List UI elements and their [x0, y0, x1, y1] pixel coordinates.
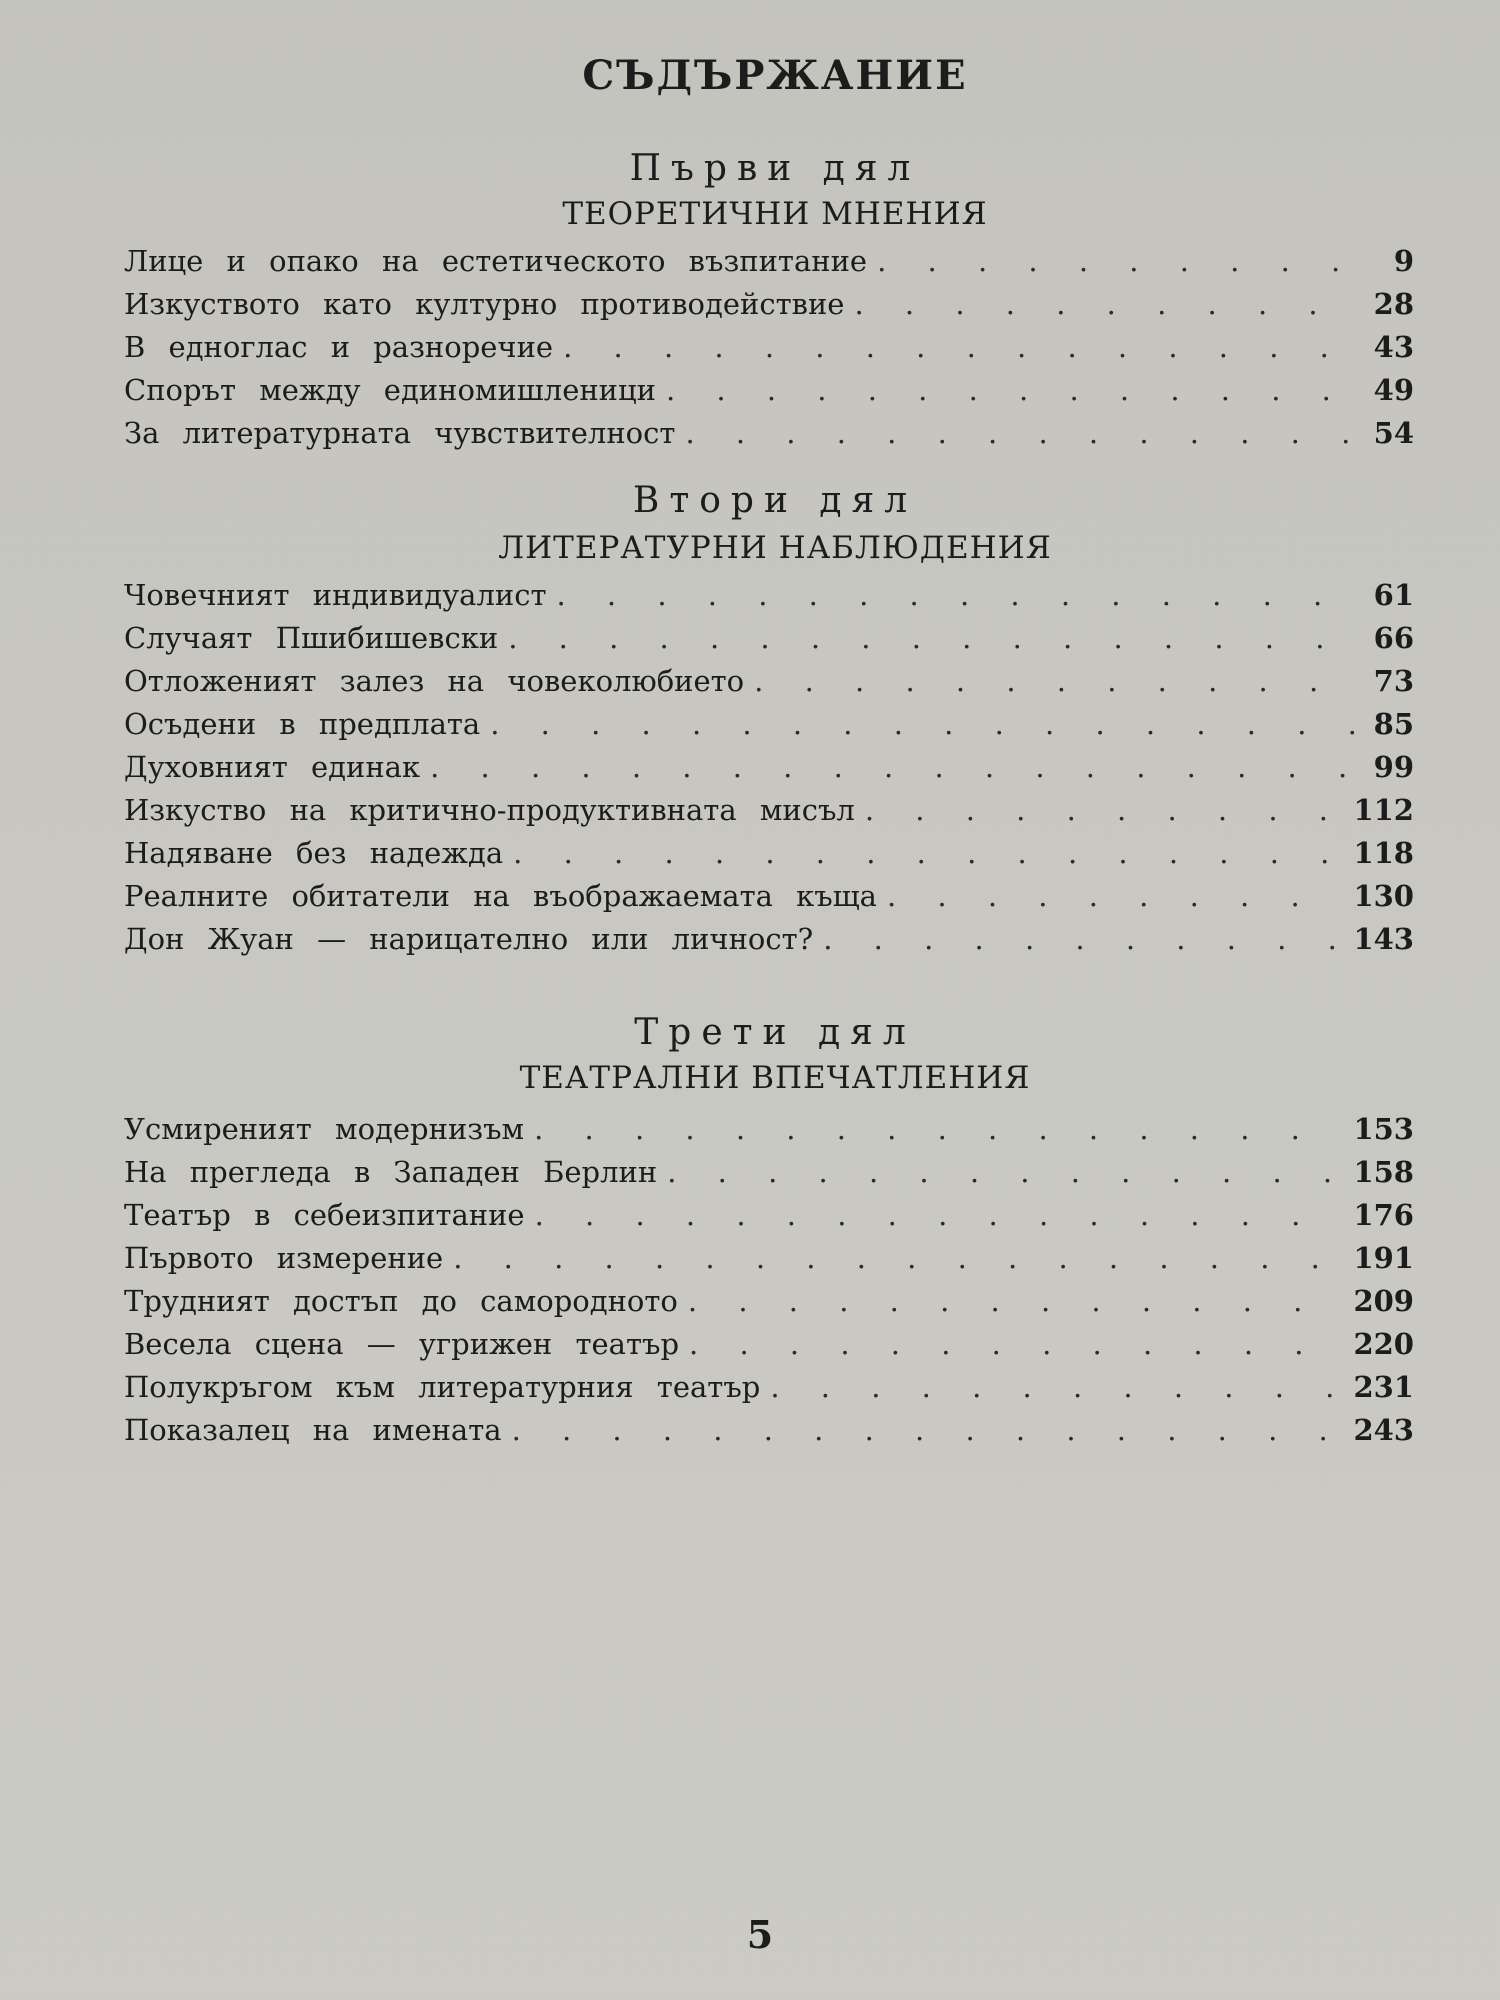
- toc-entry-title: Театър в себеизпитание: [124, 1198, 525, 1232]
- toc-entry[interactable]: [124, 793, 1414, 836]
- toc-entry-page: 61: [1373, 578, 1414, 612]
- section-3-heading: ТЕАТРАЛНИ ВПЕЧАТЛЕНИЯ: [519, 1060, 1031, 1096]
- toc-entry-title: Весела сцена — угрижен театър: [124, 1327, 680, 1361]
- toc-entry-title: За литературната чувствителност: [124, 416, 676, 450]
- toc-entry-title: Дон Жуан — нарицателно или личност?: [124, 922, 814, 956]
- section-1-label: Първи дял: [629, 148, 921, 189]
- toc-entry-title: Трудният достъп до самородното: [124, 1284, 678, 1318]
- section-1-entries: [124, 244, 1414, 459]
- toc-entry[interactable]: [124, 1284, 1414, 1327]
- toc-entry-page: 66: [1373, 621, 1414, 655]
- dot-leader: [667, 1155, 1335, 1189]
- toc-entry[interactable]: [124, 1112, 1414, 1155]
- dot-leader: [535, 1198, 1336, 1232]
- section-2-heading: ЛИТЕРАТУРНИ НАБЛЮДЕНИЯ: [498, 530, 1052, 566]
- page-title: СЪДЪРЖАНИЕ: [582, 52, 968, 99]
- toc-entry-title: В едноглас и разноречие: [124, 330, 554, 364]
- toc-entry[interactable]: [124, 1327, 1414, 1370]
- toc-entry[interactable]: [124, 750, 1414, 793]
- toc-entry-title: Отложеният залез на човеколюбието: [124, 664, 745, 698]
- toc-entry-title: Изкуство на критично-продуктивната мисъл: [124, 793, 855, 827]
- dot-leader: [557, 578, 1356, 612]
- toc-entry[interactable]: [124, 373, 1414, 416]
- dot-leader: [490, 707, 1355, 741]
- dot-leader: [854, 287, 1355, 321]
- toc-entry-title: Изкуството като културно противодействие: [124, 287, 845, 321]
- toc-entry-title: Духовният единак: [124, 750, 421, 784]
- toc-entry-page: 143: [1353, 922, 1414, 956]
- toc-entry[interactable]: [124, 664, 1414, 707]
- dot-leader: [770, 1370, 1335, 1404]
- toc-entry[interactable]: [124, 836, 1414, 879]
- dot-leader: [689, 1327, 1335, 1361]
- dot-leader: [534, 1112, 1335, 1146]
- toc-entry-page: 49: [1373, 373, 1414, 407]
- toc-entry-page: 54: [1373, 416, 1414, 450]
- toc-entry-title: Лице и опако на естетическото възпитание: [124, 244, 868, 278]
- toc-entry-title: Усмиреният модернизъм: [124, 1112, 525, 1146]
- toc-entry-page: 153: [1353, 1112, 1414, 1146]
- dot-leader: [887, 879, 1335, 913]
- toc-entry[interactable]: [124, 621, 1414, 664]
- dot-leader: [823, 922, 1335, 956]
- dot-leader: [685, 416, 1355, 450]
- toc-entry-title: Спорът между единомишленици: [124, 373, 656, 407]
- dot-leader: [513, 836, 1335, 870]
- page-number: 5: [746, 1912, 774, 1957]
- toc-entry-page: 130: [1353, 879, 1414, 913]
- toc-entry-title: Полукръгом към литературния театър: [124, 1370, 761, 1404]
- dot-leader: [563, 330, 1356, 364]
- section-1-heading: ТЕОРЕТИЧНИ МНЕНИЯ: [562, 196, 988, 232]
- toc-entry[interactable]: [124, 922, 1414, 965]
- toc-entry-page: 176: [1353, 1198, 1414, 1232]
- toc-entry-page: 73: [1373, 664, 1414, 698]
- toc-entry-title: Надяване без надежда: [124, 836, 504, 870]
- toc-entry[interactable]: [124, 879, 1414, 922]
- dot-leader: [754, 664, 1355, 698]
- toc-entry-page: 118: [1353, 836, 1414, 870]
- section-3-label: Трети дял: [634, 1012, 916, 1053]
- toc-entry-page: 243: [1353, 1413, 1414, 1447]
- dot-leader: [430, 750, 1356, 784]
- toc-entry[interactable]: [124, 1413, 1414, 1456]
- section-2-label: Втори дял: [632, 480, 918, 521]
- dot-leader: [512, 1413, 1336, 1447]
- toc-entry-page: 209: [1353, 1284, 1414, 1318]
- dot-leader: [688, 1284, 1336, 1318]
- dot-leader: [877, 244, 1376, 278]
- toc-entry-page: 158: [1353, 1155, 1414, 1189]
- toc-entry-title: Реалните обитатели на въображаемата къща: [124, 879, 877, 913]
- dot-leader: [865, 793, 1336, 827]
- toc-entry-page: 112: [1353, 793, 1414, 827]
- toc-entry[interactable]: [124, 416, 1414, 459]
- toc-entry[interactable]: [124, 330, 1414, 373]
- dot-leader: [453, 1241, 1335, 1275]
- toc-entry-title: Случаят Пшибишевски: [124, 621, 499, 655]
- toc-entry[interactable]: [124, 1155, 1414, 1198]
- toc-entry-title: Осъдени в предплата: [124, 707, 481, 741]
- toc-entry-page: 9: [1393, 244, 1414, 278]
- toc-entry[interactable]: [124, 244, 1414, 287]
- toc-entry-title: Първото измерение: [124, 1241, 444, 1275]
- toc-entry-page: 99: [1373, 750, 1414, 784]
- toc-entry[interactable]: [124, 707, 1414, 750]
- toc-entry-title: Човечният индивидуалист: [124, 578, 547, 612]
- dot-leader: [666, 373, 1356, 407]
- toc-entry[interactable]: [124, 1370, 1414, 1413]
- toc-entry-title: Показалец на имената: [124, 1413, 502, 1447]
- toc-entry[interactable]: [124, 1241, 1414, 1284]
- dot-leader: [508, 621, 1355, 655]
- toc-entry-page: 231: [1353, 1370, 1414, 1404]
- toc-entry-page: 43: [1373, 330, 1414, 364]
- section-2-entries: [124, 578, 1414, 965]
- toc-entry-title: На прегледа в Западен Берлин: [124, 1155, 658, 1189]
- toc-entry[interactable]: [124, 287, 1414, 330]
- section-3-entries: [124, 1112, 1414, 1456]
- toc-entry[interactable]: [124, 1198, 1414, 1241]
- toc-entry-page: 220: [1353, 1327, 1414, 1361]
- toc-entry-page: 28: [1373, 287, 1414, 321]
- toc-entry-page: 85: [1373, 707, 1414, 741]
- toc-entry-page: 191: [1353, 1241, 1414, 1275]
- toc-entry[interactable]: [124, 578, 1414, 621]
